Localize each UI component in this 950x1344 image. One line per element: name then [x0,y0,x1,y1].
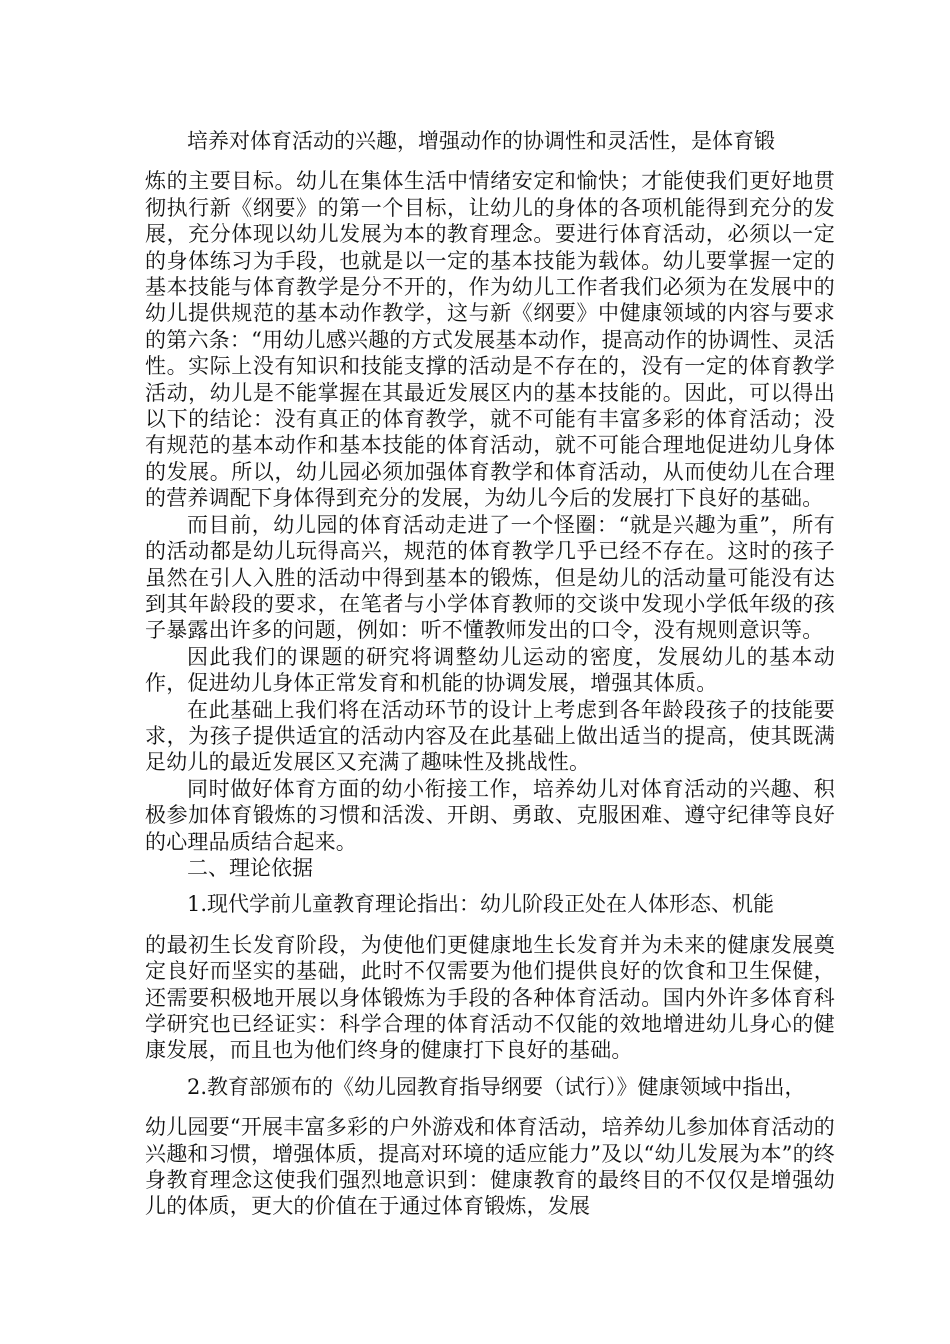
item-1-lead: 1.现代学前儿童教育理论指出：幼儿阶段正处在人体形态、机能 [187,892,775,917]
document-body [145,128,835,1220]
paragraph-1-body: 炼的主要目标。幼儿在集体生活中情绪安定和愉快；才能使我们更好地贯彻执行新《纲要》的第一个目标，让幼儿的身体的各项机能得到充分的发展，充分体现以幼儿发展为本的教育理念。要进行体育活动，必须以一定的身体练习为手段，也就是以一定的基本技能为载体。幼儿要掌握一定的基本技能与体育教学是分不开的，作为幼儿工作者我们必须为在发展中的幼儿提供规范的基本动作教学，这与新《纲要》中健康领域的内容与要求的第六条：“用幼儿感兴趣的方式发展基本动作，提高动作的协调性、灵活性。实际上没有知识和技能支撑的活动是不存在的，没有一定的体育教学活动，幼儿是不能掌握在其最近发展区内的基本技能的。因此，可以得出以下的结论：没有真正的体育教学，就不可能有丰富多彩的体育活动；没有规范的基本动作和基本技能的体育活动，就不可能合理地促进幼儿身体的发展。所以，幼儿园必须加强体育教学和体育活动，从而使幼儿在合理的营养调配下身体得到充分的发展，为幼儿今后的发展打下良好的基础。 [145,169,835,511]
paragraph-3: 因此我们的课题的研究将调整幼儿运动的密度，发展幼儿的基本动作，促进幼儿身体正常发育和机能的协调发展，增强其体质。 [145,644,835,696]
section-heading: 二、理论依据 [187,855,313,880]
paragraph-2: 而目前，幼儿园的体育活动走进了一个怪圈：“就是兴趣为重”，所有的活动都是幼儿玩得高兴，规范的体育教学几乎已经不存在。这时的孩子虽然在引人入胜的活动中得到基本的锻炼，但是幼儿的活动量可能没有达到其年龄段的要求，在笔者与小学体育教师的交谈中发现小学低年级的孩子暴露出许多的问题，例如：听不懂教师发出的口令，没有规则意识等。 [145,512,835,643]
paragraph-5: 同时做好体育方面的幼小衔接工作，培养幼儿对体育活动的兴趣、积极参加体育锻炼的习惯和活泼、开朗、勇敢、克服困难、遵守纪律等良好的心理品质结合起来。 [145,776,835,854]
paragraph-4: 在此基础上我们将在活动环节的设计上考虑到各年龄段孩子的技能要求，为孩子提供适宜的活动内容及在此基础上做出适当的提高，使其既满足幼儿的最近发展区又充满了趣味性及挑战性。 [145,697,835,775]
item-2-body: 幼儿园要“开展丰富多彩的户外游戏和体育活动，培养幼儿参加体育活动的兴趣和习惯，增强体质，提高对环境的适应能力”及以“幼儿发展为本”的终身教育理念这使我们强烈地意识到：健康教育的最终目的不仅仅是增强幼儿的体质，更大的价值在于通过体育锻炼，发展 [145,1115,836,1219]
item-2-lead: 2.教育部颁布的《幼儿园教育指导纲要（试行）》健康领域中指出， [187,1074,806,1099]
paragraph-1-lead: 培养对体育活动的兴趣，增强动作的协调性和灵活性，是体育锻 [187,129,775,153]
item-1-body: 的最初生长发育阶段，为使他们更健康地生长发育并为未来的健康发展奠定良好而坚实的基础，此时不仅需要为他们提供良好的饮食和卫生保健，还需要积极地开展以身体锻炼为手段的各种体育活动。国内外许多体育科学研究也已经证实：科学合理的体育活动不仅能的效地增进幼儿身心的健康发展，而且也为他们终身的健康打下良好的基础。 [145,932,835,1063]
